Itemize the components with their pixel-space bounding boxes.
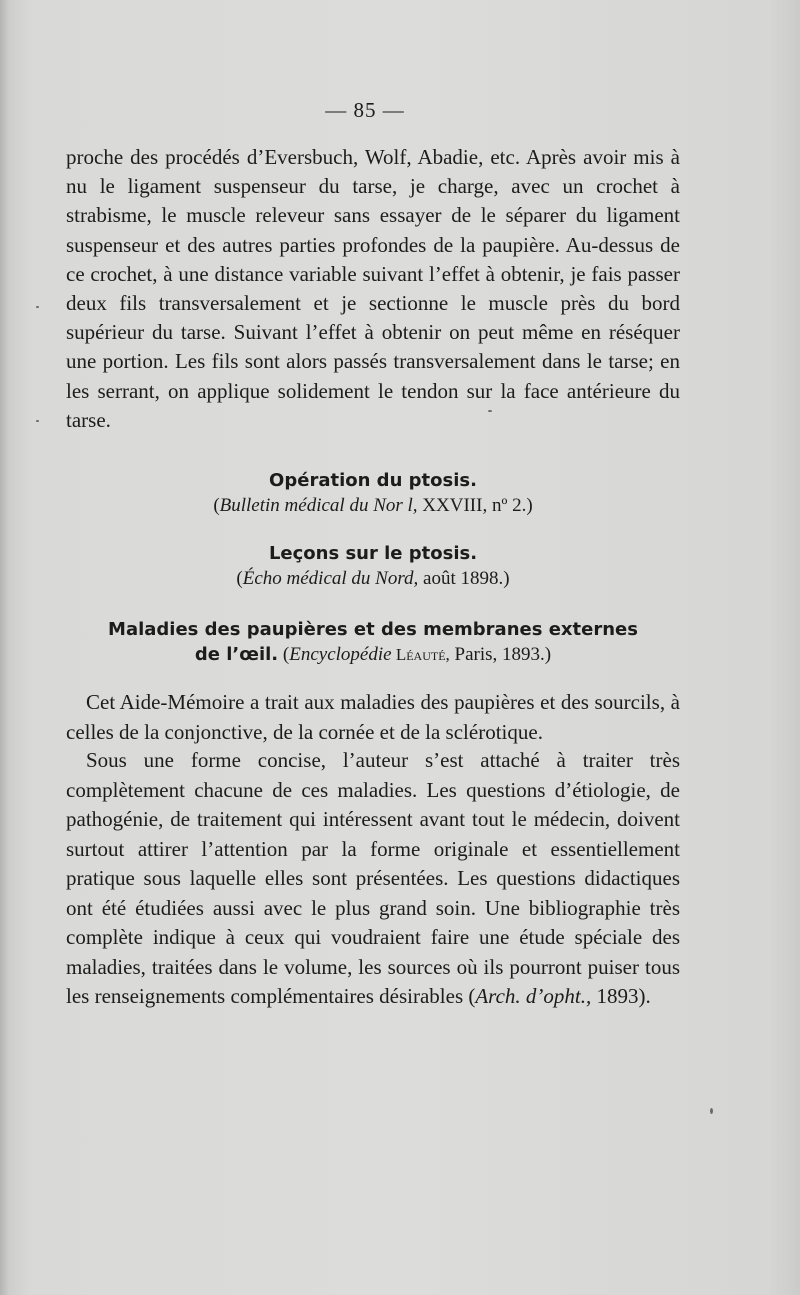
scan-speck: [36, 306, 39, 308]
page-edge-shadow: [0, 0, 10, 1295]
paragraph-forme-concise-journal: Arch. d’opht.,: [475, 984, 592, 1008]
heading-maladies-line2-bold: de l’œil.: [194, 644, 279, 665]
citation-journal: Bulletin médical du Nor l,: [219, 495, 418, 516]
page-number: — 85 —: [325, 98, 405, 122]
citation-journal: Écho médical du Nord,: [242, 568, 419, 589]
citation-open: (: [213, 495, 220, 516]
paragraph-aide-memoire: Cet Aide-Mémoire a trait aux maladies des paupières et des sourcils, à celles de la conjonctive, de la cornée et de la sclérotique.: [66, 690, 680, 744]
citation-operation-ptosis: [66, 495, 680, 517]
heading-lecons-ptosis: Leçons sur le ptosis.: [268, 543, 478, 564]
citation-lecons-ptosis: [66, 568, 680, 590]
scan-speck: [710, 1108, 713, 1114]
heading-maladies-line1: Maladies des paupières et des membranes externes: [108, 619, 638, 640]
heading-operation-ptosis: Opération du ptosis.: [269, 470, 477, 491]
paragraph-continuation: proche des procédés d’Eversbuch, Wolf, Abadie, etc. Après avoir mis à nu le ligament suspenseur du tarse, je charge, avec un crochet à strabisme, le muscle releveur sans essayer de le séparer du ligament suspenseur et des autres parties profondes de la paupière. Au-dessus de ce crochet, à une distance variable suivant l’effet à obtenir, je fais passer deux fils transversalement et je sectionne le muscle près du bord supérieur du tarse. Suivant l’effet à obtenir on peut même en réséquer une portion. Les fils sont alors passés transversalement dans le tarse; en les serrant, on applique solidement le tendon sur la face antérieure du tarse.: [66, 145, 680, 432]
paragraph-forme-concise-body: Sous une forme concise, l’auteur s’est attaché à traiter très complètement chacune de ces maladies. Les questions d’étiologie, de pathogénie, de traitement qui intéressent avant tout le médecin, doivent surtout attirer l’attention par la forme originale et essentiellement pratique sous laquelle elles sont présentées. Les questions didactiques ont été étudiées aussi avec le plus grand soin. Une bibliographie très complète indique à ceux qui voudraient faire une étude spéciale des maladies, traitées dans le volume, les sources où ils pourront puiser tous les renseignements complémentaires désirables (: [66, 748, 680, 1008]
scan-speck: [488, 410, 492, 412]
scan-speck: [36, 420, 39, 422]
heading-maladies-line2: [66, 644, 680, 666]
citation-details: août 1898.): [418, 568, 510, 589]
paragraph-forme-concise: [66, 746, 680, 1012]
paragraph-forme-concise-end: 1893).: [591, 984, 651, 1008]
citation-open: (: [236, 568, 243, 589]
citation-publisher: Léauté,: [391, 645, 450, 664]
citation-journal: Encyclopédie: [289, 644, 392, 665]
citation-open: (: [278, 644, 290, 665]
citation-details: Paris, 1893.): [449, 644, 552, 665]
citation-details: XXVIII, nº 2.): [417, 495, 533, 516]
